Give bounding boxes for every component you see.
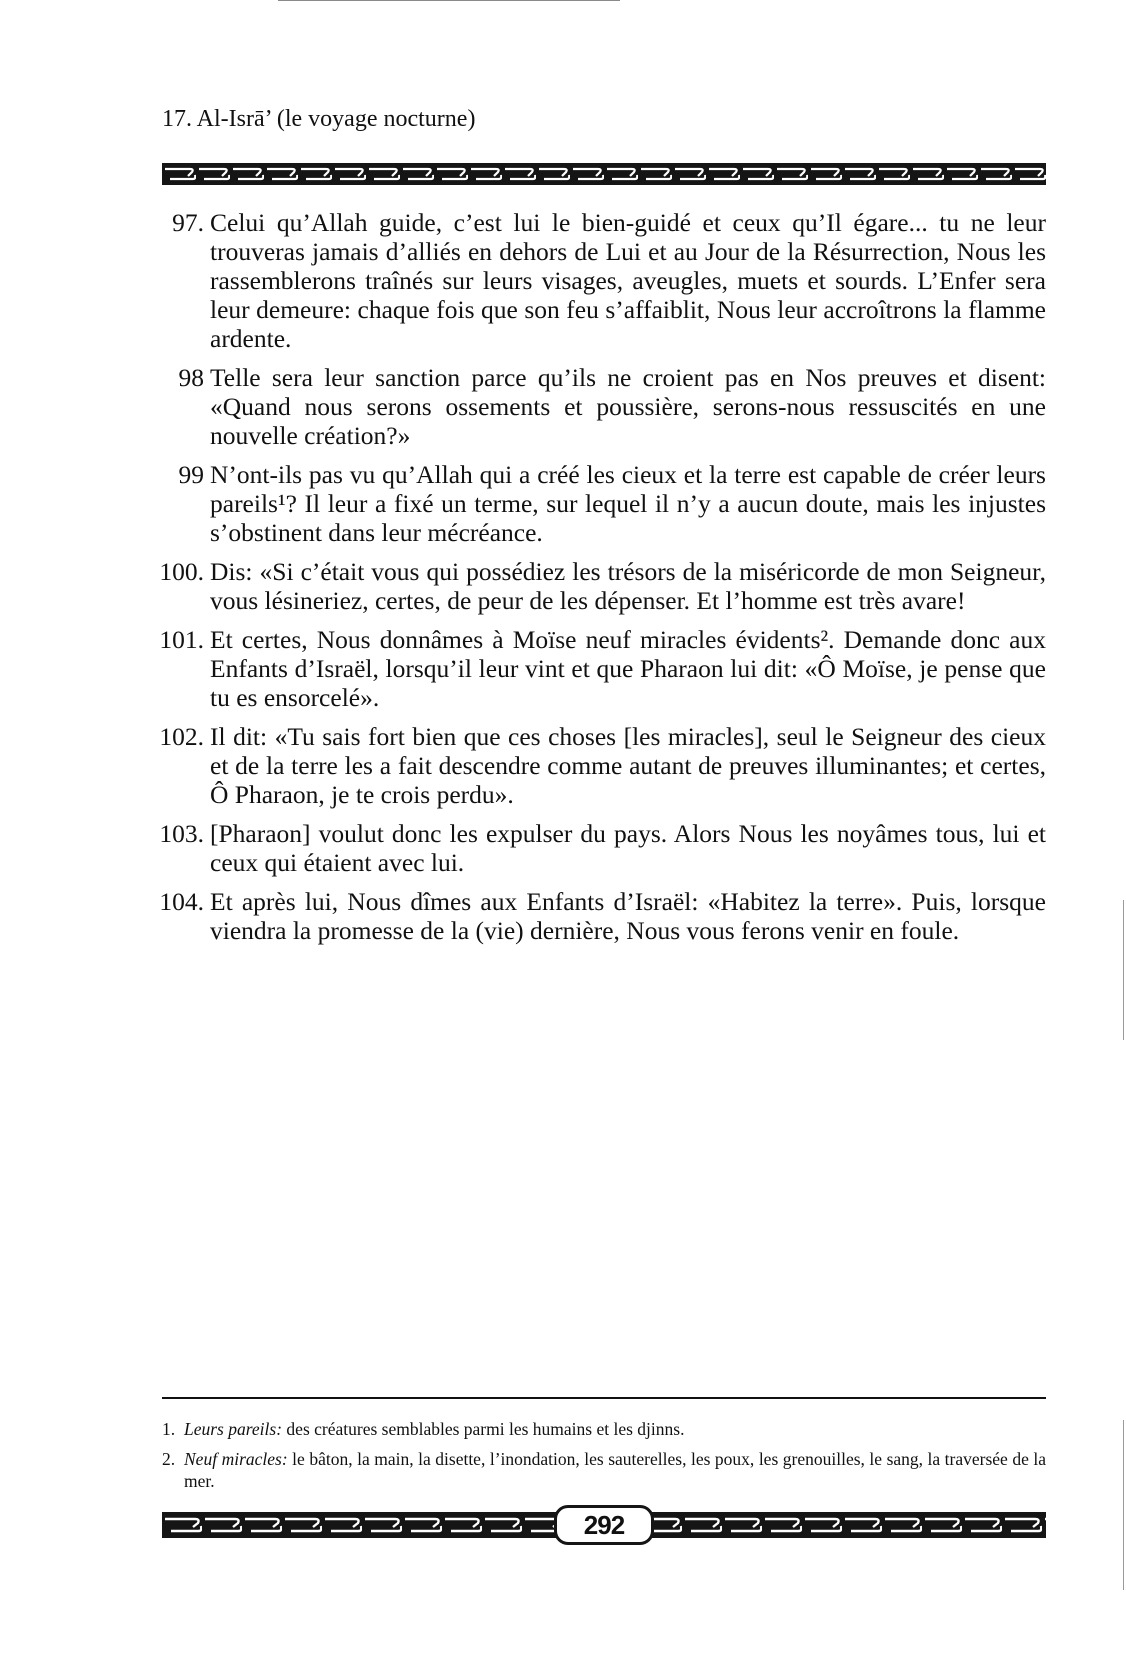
footnote-text: le bâton, la main, la disette, l’inondation, les sauterelles, les poux, les grenouilles, le sang, la traversée de la mer. (184, 1449, 1046, 1491)
verse-101 (150, 625, 1046, 712)
verse-103 (150, 819, 1046, 877)
verse-number: 103. (159, 819, 204, 848)
verse-number: 104. (159, 887, 204, 916)
verse-text: Il dit: «Tu sais fort bien que ces choses [les miracles], seul le Seigneur des cieux et de la terre les a fait descendre comme autant de preuves illuminantes; et certes, Ô Pharaon, je te crois perdu». (210, 722, 1046, 809)
footnote-list (162, 1418, 1046, 1500)
verse-text: N’ont-ils pas vu qu’Allah qui a créé les cieux et la terre est capable de créer leurs pareils¹? Il leur a fixé un terme, sur lequel il n’y a aucun doute, mais les injustes s’obstinent dans leur mécréance. (210, 460, 1046, 547)
verse-text: [Pharaon] voulut donc les expulser du pays. Alors Nous les noyâmes tous, lui et ceux qui étaient avec lui. (210, 819, 1046, 877)
verse-number: 101. (159, 625, 204, 654)
footnote-term: Leurs pareils: (184, 1419, 283, 1439)
verse-98 (150, 363, 1046, 450)
verse-104 (150, 887, 1046, 945)
verse-text: Et certes, Nous donnâmes à Moïse neuf miracles évidents². Demande donc aux Enfants d’Israël, lorsqu’il leur vint et que Pharaon lui dit: «Ô Moïse, je pense que tu es ensorcelé». (210, 625, 1046, 712)
scan-edge-mark (1123, 1420, 1124, 1590)
verse-number: 99 (178, 460, 204, 489)
page-number: 292 (583, 1509, 625, 1540)
footnote-text: des créatures semblables parmi les humains et les djinns. (282, 1419, 685, 1439)
verse-102 (150, 722, 1046, 809)
top-edge-rule (278, 0, 620, 1)
footnote-number: 2. (162, 1449, 176, 1469)
verse-100 (150, 557, 1046, 615)
header-ornament-band (162, 163, 1046, 185)
verse-list (150, 208, 1046, 955)
footnote-1 (162, 1418, 1046, 1440)
footnote-body (184, 1418, 1046, 1440)
footnote-body (184, 1448, 1046, 1492)
footnote-2 (162, 1448, 1046, 1492)
scan-edge-mark (1123, 900, 1124, 1040)
verse-99 (150, 460, 1046, 547)
footnote-number: 1. (162, 1419, 176, 1439)
verse-number: 98 (178, 363, 204, 392)
footnote-term: Neuf miracles: (184, 1449, 288, 1469)
chain-ornament-icon (162, 163, 1046, 185)
verse-text: Et après lui, Nous dîmes aux Enfants d’Israël: «Habitez la terre». Puis, lorsque viendra la promesse de la (vie) dernière, Nous vous ferons venir en foule. (210, 887, 1046, 945)
verse-text: Celui qu’Allah guide, c’est lui le bien-guidé et ceux qu’Il égare... tu ne leur trouveras jamais d’alliés en dehors de Lui et au Jour de la Résurrection, Nous les rassemblerons traînés sur leurs visages, aveugles, muets et sourds. L’Enfer sera leur demeure: chaque fois que son feu s’affaiblit, Nous leur accroîtrons la flamme ardente. (210, 208, 1046, 353)
footnote-divider (162, 1397, 1046, 1399)
page-number-badge (554, 1505, 654, 1545)
verse-text: Dis: «Si c’était vous qui possédiez les trésors de la miséricorde de mon Seigneur, vous lésineriez, certes, de peur de les dépenser. Et l’homme est très avare! (210, 557, 1046, 615)
running-header-title: 17. Al-Isrā’ (le voyage nocturne) (162, 106, 476, 132)
verse-number: 97. (172, 208, 204, 237)
verse-text: Telle sera leur sanction parce qu’ils ne croient pas en Nos preuves et disent: «Quand nous serons ossements et poussière, serons-nous ressuscités en une nouvelle création?» (210, 363, 1046, 450)
verse-number: 102. (159, 722, 204, 751)
verse-97 (150, 208, 1046, 353)
verse-number: 100. (159, 557, 204, 586)
